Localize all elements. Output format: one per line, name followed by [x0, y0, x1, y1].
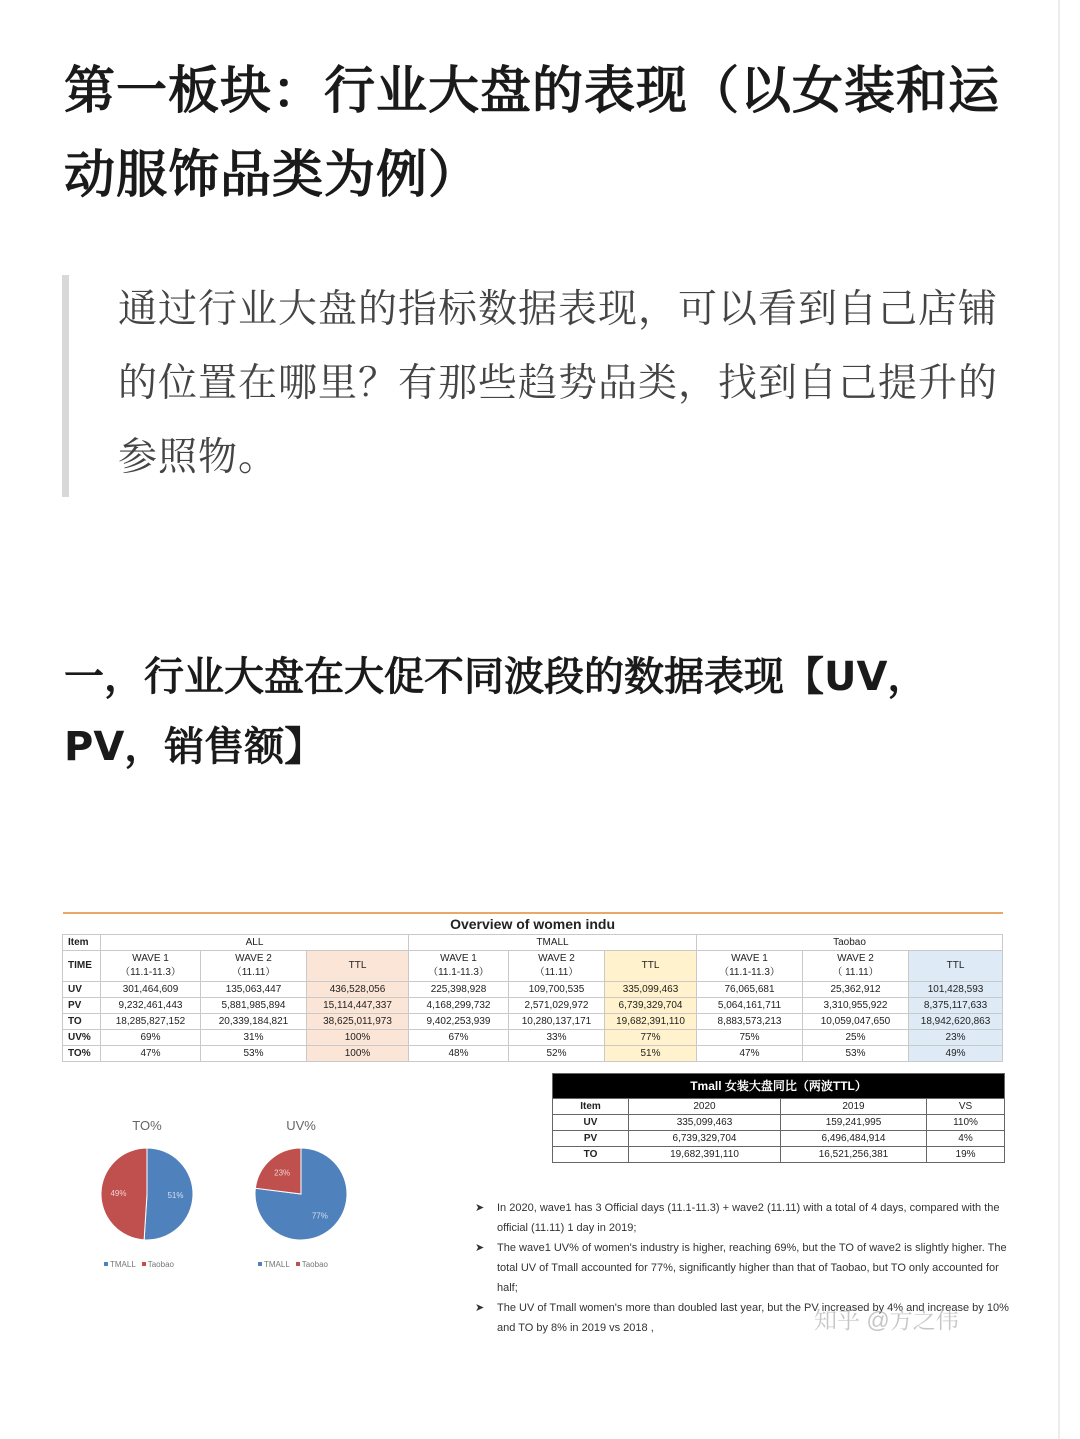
to-pie-chart: [97, 1118, 197, 1278]
pie-data-label: 77%: [311, 1211, 328, 1221]
wave2-header: WAVE 2 （ 11.11）: [803, 951, 909, 982]
legend-swatch-taobao: [296, 1262, 300, 1266]
group-taobao: Taobao: [697, 935, 1003, 951]
compare-caption: Tmall 女装大盘同比（两波TTL）: [553, 1074, 1005, 1099]
table-row: UV 335,099,463 159,241,995 110%: [553, 1115, 1005, 1131]
overview-caption: Overview of women indu: [63, 913, 1003, 935]
ttl-header: TTL: [909, 951, 1003, 982]
time-label: TIME: [63, 951, 101, 982]
legend-swatch-taobao: [142, 1262, 146, 1266]
arrow-bullet-icon: ➤: [475, 1302, 485, 1314]
pie-svg: [251, 1144, 351, 1244]
ttl-header: TTL: [307, 951, 409, 982]
note-item: ➤ The UV of Tmall women's more than doubled last year, but the PV increased by 4% and increase by 10% and TO by 8% in 2019 vs 2018 ,: [475, 1298, 1010, 1338]
pie-data-label: 51%: [167, 1190, 184, 1200]
arrow-bullet-icon: ➤: [475, 1202, 485, 1214]
pie-data-label: 49%: [110, 1189, 127, 1199]
note-item: ➤ In 2020, wave1 has 3 Official days (11.1-11.3) + wave2 (11.11) with a total of 4 days, compared with the official (11.11) 1 day in 2019;: [475, 1198, 1010, 1238]
table-row: TO% 47% 53% 100% 48% 52% 51% 47% 53% 49%: [63, 1046, 1003, 1062]
legend-swatch-tmall: [104, 1262, 108, 1266]
wave2-header: WAVE 2 （11.11）: [201, 951, 307, 982]
note-item: ➤ The wave1 UV% of women's industry is higher, reaching 69%, but the TO of wave2 is slightly higher. The total UV of Tmall accounted for 77%, significantly higher than that of Taobao, but TO only accounted for half;: [475, 1238, 1010, 1298]
overview-item-label: Item: [63, 935, 101, 951]
pie-title: TO%: [132, 1118, 162, 1133]
arrow-bullet-icon: ➤: [475, 1242, 485, 1254]
group-all: ALL: [101, 935, 409, 951]
pie-legend: TMALL Taobao: [258, 1260, 328, 1269]
wave1-header: WAVE 1 （11.1-11.3）: [409, 951, 509, 982]
table-row: TO 18,285,827,152 20,339,184,821 38,625,011,973 9,402,253,939 10,280,137,171 19,682,391,110 8,883,573,213 10,059,047,650 18,942,620,863: [63, 1014, 1003, 1030]
pie-svg: [97, 1144, 197, 1244]
page-edge-line: [1058, 0, 1060, 1439]
wave1-header: WAVE 1 （11.1-11.3）: [697, 951, 803, 982]
table-row: UV% 69% 31% 100% 67% 33% 77% 75% 25% 23%: [63, 1030, 1003, 1046]
pie-data-label: 23%: [274, 1168, 291, 1178]
table-row: PV 9,232,461,443 5,881,985,894 15,114,447,337 4,168,299,732 2,571,029,972 6,739,329,704 5,064,161,711 3,310,955,922 8,375,117,633: [63, 998, 1003, 1014]
overview-table: [62, 912, 1003, 1062]
wave2-header: WAVE 2 （11.11）: [509, 951, 605, 982]
wave1-header: WAVE 1 （11.1-11.3）: [101, 951, 201, 982]
ttl-header: TTL: [605, 951, 697, 982]
watermark: 知乎 @方之伟: [814, 1307, 959, 1333]
section-heading: 一，行业大盘在大促不同波段的数据表现【UV，PV，销售额】: [64, 654, 928, 770]
table-row: PV 6,739,329,704 6,496,484,914 4%: [553, 1131, 1005, 1147]
quote-bar: [62, 275, 69, 497]
pie-title: UV%: [286, 1118, 316, 1133]
uv-pie-chart: [251, 1118, 351, 1278]
quote-text: 通过行业大盘的指标数据表现，可以看到自己店铺的位置在哪里？有那些趋势品类，找到自己提升的参照物。: [118, 287, 999, 480]
article-title: 第一板块：行业大盘的表现（以女装和运动服饰品类为例）: [64, 62, 1001, 205]
blockquote: [62, 275, 1022, 497]
table-row: TO 19,682,391,110 16,521,256,381 19%: [553, 1147, 1005, 1163]
group-tmall: TMALL: [409, 935, 697, 951]
data-figure: [62, 905, 1009, 1345]
tmall-compare-table: Tmall 女装大盘同比（两波TTL） Item 2020 2019 VS UV 335,099,463 159,241,995 110% PV 6,739,329,704 6,496,484,914 4% TO 19,682,391,110 16,521,256,381 19%: [552, 1073, 1005, 1163]
table-row: UV 301,464,609 135,063,447 436,528,056 225,398,928 109,700,535 335,099,463 76,065,681 25,362,912 101,428,593: [63, 982, 1003, 998]
legend-swatch-tmall: [258, 1262, 262, 1266]
pie-legend: TMALL Taobao: [104, 1260, 174, 1269]
